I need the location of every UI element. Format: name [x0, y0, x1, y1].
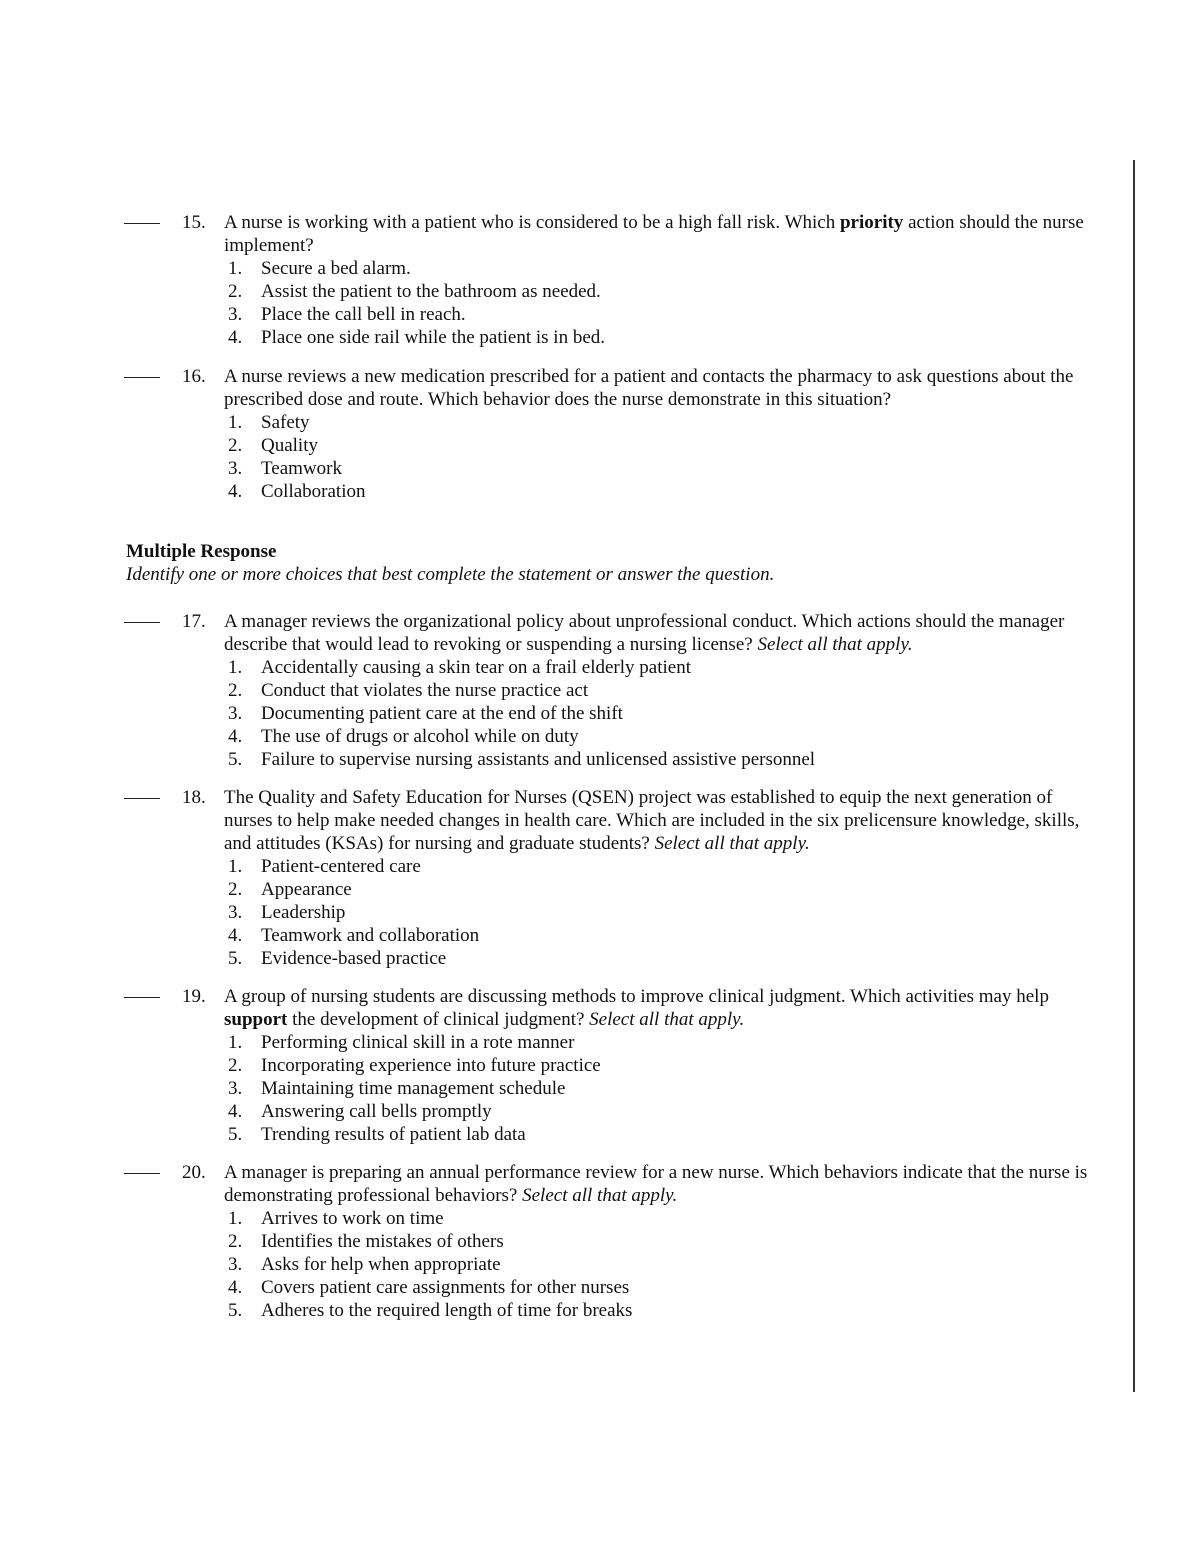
option-number: 3. — [228, 703, 243, 724]
question-stem — [224, 211, 1104, 257]
option-5[interactable] — [224, 947, 1104, 970]
option-text: Safety — [261, 412, 310, 433]
question-body — [224, 786, 1104, 970]
option-list — [224, 257, 1104, 349]
option-list — [224, 1207, 1104, 1322]
option-list — [224, 411, 1104, 503]
option-number: 3. — [228, 902, 243, 923]
option-text: Teamwork and collaboration — [261, 925, 480, 946]
right-margin-rule — [1133, 160, 1135, 1392]
option-1[interactable] — [224, 855, 1104, 878]
option-text: Identifies the mistakes of others — [261, 1231, 504, 1252]
option-number: 2. — [228, 435, 243, 456]
option-1[interactable] — [224, 411, 1104, 434]
question-number: 20. — [182, 1162, 206, 1183]
stem-text-end: action should the nurse implement? — [224, 212, 1084, 256]
option-number: 5. — [228, 1300, 243, 1321]
option-3[interactable] — [224, 702, 1104, 725]
question-stem — [224, 985, 1104, 1031]
section-instructions: Identify one or more choices that best complete the statement or answer the question. — [126, 564, 775, 585]
option-4[interactable] — [224, 480, 1104, 503]
option-text: Patient-centered care — [261, 856, 421, 877]
section-heading: Multiple Response — [126, 541, 277, 562]
option-number: 2. — [228, 680, 243, 701]
option-4[interactable] — [224, 924, 1104, 947]
option-number: 5. — [228, 1124, 243, 1145]
option-1[interactable] — [224, 1031, 1104, 1054]
option-2[interactable] — [224, 434, 1104, 457]
option-text: Place the call bell in reach. — [261, 304, 466, 325]
option-text: Incorporating experience into future practice — [261, 1055, 601, 1076]
stem-emphasis: support — [224, 1009, 288, 1030]
question-number: 15. — [182, 212, 206, 233]
question-number: 19. — [182, 986, 206, 1007]
answer-blank[interactable] — [124, 610, 160, 623]
stem-text: The Quality and Safety Education for Nurses (QSEN) project was established to equip the next generation of nurses to help make needed changes in health care. Which are included in the six prelicensure knowledge, skills, and attitudes (KSAs) for nursing and graduate students? — [224, 787, 1080, 854]
option-text: The use of drugs or alcohol while on duty — [261, 726, 579, 747]
option-list — [224, 855, 1104, 970]
option-4[interactable] — [224, 326, 1104, 349]
question-number: 16. — [182, 366, 206, 387]
stem-instruction: Select all that apply. — [757, 634, 913, 655]
option-text: Teamwork — [261, 458, 342, 479]
option-number: 5. — [228, 749, 243, 770]
question-body — [224, 985, 1104, 1146]
question-stem — [224, 610, 1104, 656]
stem-emphasis: priority — [839, 212, 904, 233]
option-2[interactable] — [224, 1054, 1104, 1077]
option-text: Documenting patient care at the end of the shift — [261, 703, 623, 724]
question-body — [224, 1161, 1104, 1322]
option-text: Answering call bells promptly — [261, 1101, 492, 1122]
option-text: Conduct that violates the nurse practice act — [261, 680, 589, 701]
option-number: 4. — [228, 726, 243, 747]
option-number: 4. — [228, 925, 243, 946]
option-number: 1. — [228, 412, 243, 433]
option-number: 2. — [228, 1055, 243, 1076]
stem-text: A nurse is working with a patient who is considered to be a high fall risk. Which — [224, 212, 840, 233]
option-number: 1. — [228, 258, 243, 279]
option-text: Maintaining time management schedule — [261, 1078, 566, 1099]
option-3[interactable] — [224, 1253, 1104, 1276]
option-list — [224, 656, 1104, 771]
question-number: 17. — [182, 611, 206, 632]
option-4[interactable] — [224, 1276, 1104, 1299]
option-number: 3. — [228, 458, 243, 479]
answer-blank[interactable] — [124, 211, 160, 224]
option-2[interactable] — [224, 878, 1104, 901]
option-text: Leadership — [261, 902, 346, 923]
answer-blank[interactable] — [124, 365, 160, 378]
option-3[interactable] — [224, 1077, 1104, 1100]
option-text: Appearance — [261, 879, 352, 900]
option-number: 2. — [228, 879, 243, 900]
option-3[interactable] — [224, 303, 1104, 326]
option-text: Failure to supervise nursing assistants and unlicensed assistive personnel — [261, 749, 816, 770]
option-text: Asks for help when appropriate — [261, 1254, 501, 1275]
option-number: 3. — [228, 304, 243, 325]
option-text: Assist the patient to the bathroom as needed. — [261, 281, 601, 302]
stem-instruction: Select all that apply. — [654, 833, 810, 854]
option-text: Place one side rail while the patient is in bed. — [261, 327, 606, 348]
option-3[interactable] — [224, 901, 1104, 924]
option-number: 4. — [228, 1277, 243, 1298]
question-body — [224, 365, 1104, 503]
option-number: 1. — [228, 1208, 243, 1229]
option-1[interactable] — [224, 257, 1104, 280]
option-number: 5. — [228, 948, 243, 969]
option-number: 4. — [228, 327, 243, 348]
stem-text: A group of nursing students are discussing methods to improve clinical judgment. Which activities may help — [224, 986, 1049, 1007]
option-number: 4. — [228, 481, 243, 502]
option-1[interactable] — [224, 656, 1104, 679]
stem-instruction: Select all that apply. — [589, 1009, 745, 1030]
answer-blank[interactable] — [124, 985, 160, 998]
option-list — [224, 1031, 1104, 1146]
option-number: 2. — [228, 281, 243, 302]
stem-text-end: the development of clinical judgment? — [287, 1009, 590, 1030]
option-number: 1. — [228, 856, 243, 877]
option-number: 3. — [228, 1254, 243, 1275]
option-number: 2. — [228, 1231, 243, 1252]
stem-instruction: Select all that apply. — [522, 1185, 678, 1206]
option-text: Quality — [261, 435, 318, 456]
option-2[interactable] — [224, 679, 1104, 702]
stem-text: A manager reviews the organizational policy about unprofessional conduct. Which actions should the manager describe that would lead to revoking or suspending a nursing license? — [224, 611, 1065, 655]
answer-blank[interactable] — [124, 1161, 160, 1174]
question-body — [224, 211, 1104, 349]
option-4[interactable] — [224, 1100, 1104, 1123]
option-5[interactable] — [224, 1123, 1104, 1146]
option-text: Secure a bed alarm. — [261, 258, 411, 279]
option-text: Adheres to the required length of time for breaks — [261, 1300, 633, 1321]
question-body — [224, 610, 1104, 771]
answer-blank[interactable] — [124, 786, 160, 799]
option-text: Accidentally causing a skin tear on a frail elderly patient — [261, 657, 691, 678]
option-number: 3. — [228, 1078, 243, 1099]
question-number: 18. — [182, 787, 206, 808]
option-1[interactable] — [224, 1207, 1104, 1230]
option-4[interactable] — [224, 725, 1104, 748]
option-number: 1. — [228, 1032, 243, 1053]
option-number: 1. — [228, 657, 243, 678]
option-text: Covers patient care assignments for other nurses — [261, 1277, 630, 1298]
option-text: Arrives to work on time — [261, 1208, 444, 1229]
option-5[interactable] — [224, 1299, 1104, 1322]
question-stem — [224, 786, 1104, 855]
option-2[interactable] — [224, 280, 1104, 303]
option-number: 4. — [228, 1101, 243, 1122]
option-text: Evidence-based practice — [261, 948, 447, 969]
question-stem: A nurse reviews a new medication prescribed for a patient and contacts the pharmacy to ask questions about the prescribed dose and route. Which behavior does the nurse demonstrate in this situation? — [224, 366, 1074, 410]
option-5[interactable] — [224, 748, 1104, 771]
option-2[interactable] — [224, 1230, 1104, 1253]
option-text: Trending results of patient lab data — [261, 1124, 526, 1145]
option-text: Performing clinical skill in a rote manner — [261, 1032, 575, 1053]
stem-text: A manager is preparing an annual performance review for a new nurse. Which behaviors indicate that the nurse is demonstrating professional behaviors? — [224, 1162, 1088, 1206]
option-3[interactable] — [224, 457, 1104, 480]
option-text: Collaboration — [261, 481, 366, 502]
question-stem — [224, 1161, 1104, 1207]
